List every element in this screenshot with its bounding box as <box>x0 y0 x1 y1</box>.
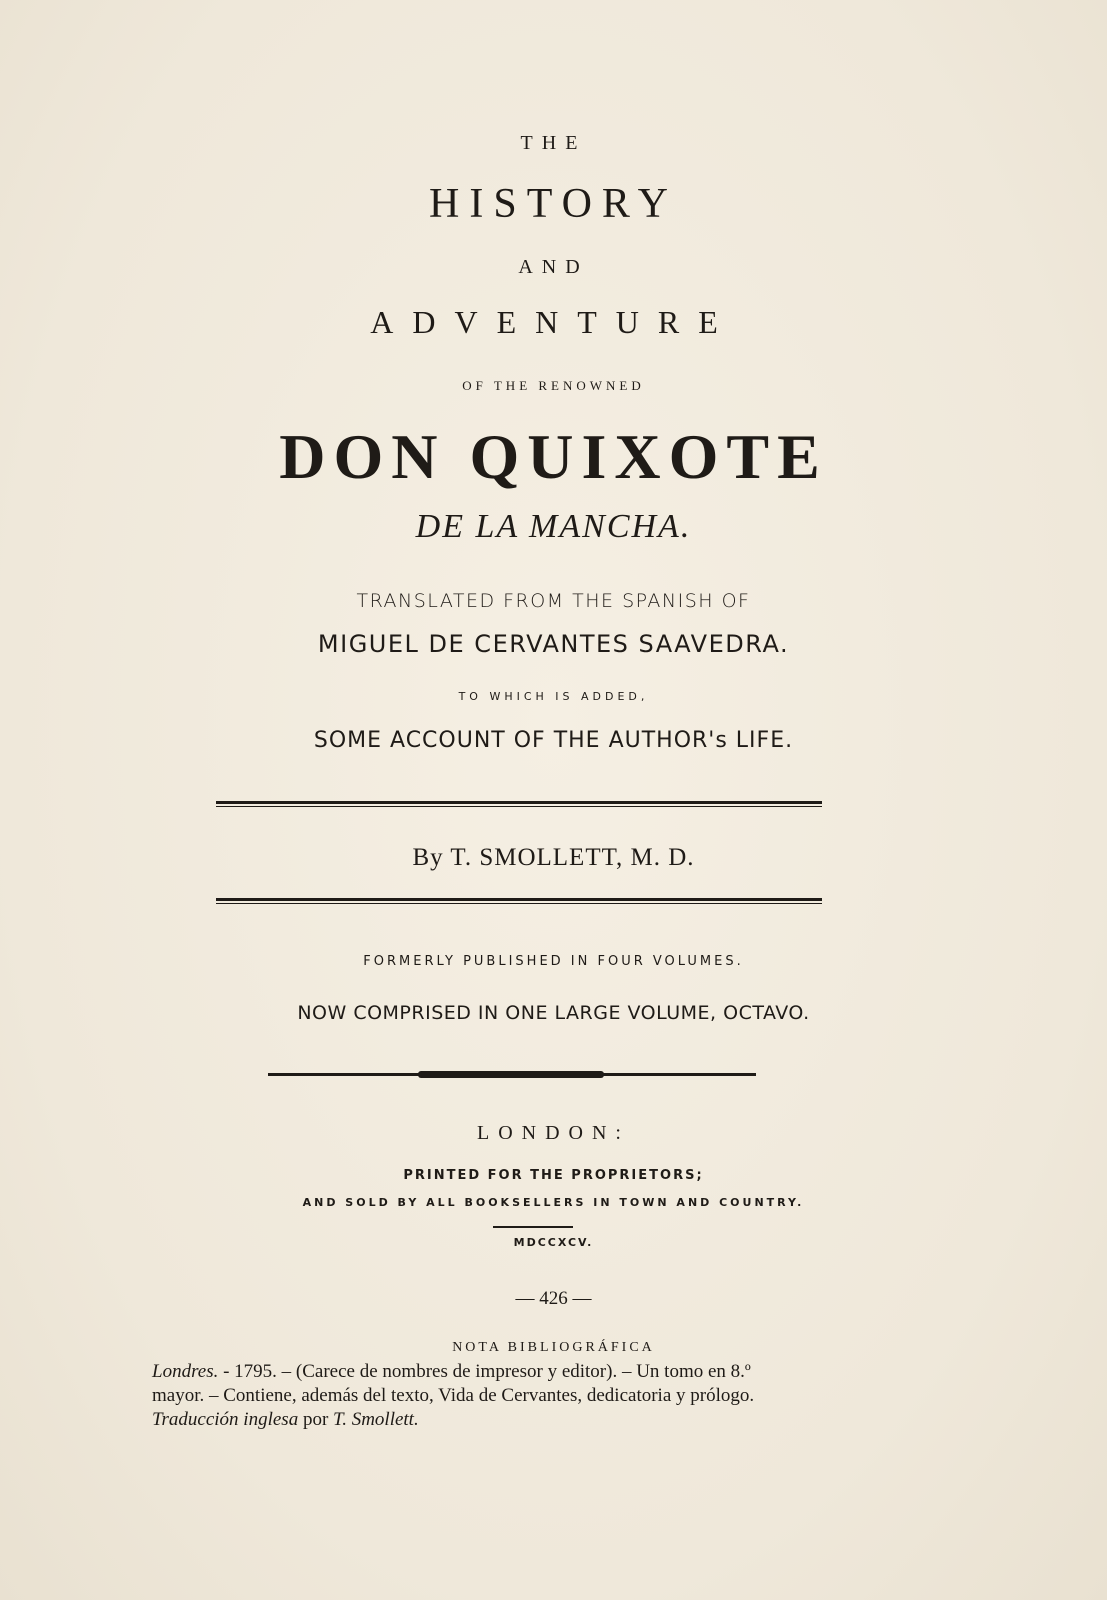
biblio-line-3 <box>152 1408 922 1432</box>
imprint-year: MDCCXCV. <box>513 1236 594 1249</box>
title-and: AND <box>518 256 589 278</box>
now-comprised-line: NOW COMPRISED IN ONE LARGE VOLUME, OCTAVO. <box>297 1002 810 1024</box>
author-name: MIGUEL DE CERVANTES SAAVEDRA. <box>317 630 790 658</box>
translated-from-line: TRANSLATED FROM THE SPANISH OF <box>356 590 751 612</box>
swelled-rule-center <box>418 1071 604 1078</box>
title-the: THE <box>520 132 587 154</box>
imprint-place: LONDON: <box>477 1122 630 1144</box>
author-life-account: SOME ACCOUNT OF THE AUTHOR's LIFE. <box>313 728 794 753</box>
biblio-translator: T. Smollett. <box>333 1409 419 1430</box>
to-which-is-added: TO WHICH IS ADDED, <box>458 690 649 703</box>
double-rule-bottom-thin <box>216 903 822 904</box>
translator-byline: By T. SMOLLETT, M. D. <box>412 844 695 871</box>
double-rule-top <box>216 801 822 804</box>
nota-heading: NOTA BIBLIOGRÁFICA <box>452 1340 655 1355</box>
double-rule-top-thin <box>216 806 822 807</box>
biblio-por: por <box>298 1409 334 1430</box>
double-rule-bottom <box>216 898 822 901</box>
biblio-line-1 <box>152 1360 922 1384</box>
imprint-sold-by: AND SOLD BY ALL BOOKSELLERS IN TOWN AND COUNTRY. <box>302 1196 805 1209</box>
short-rule <box>493 1226 573 1228</box>
title-don-quixote: DON QUIXOTE <box>279 421 828 492</box>
biblio-line-1-rest: - 1795. – (Carece de nombres de impresor y editor). – Un tomo en 8.º <box>218 1361 751 1382</box>
biblio-translation: Traducción inglesa <box>152 1409 299 1430</box>
biblio-line-2: mayor. – Contiene, además del texto, Vida de Cervantes, dedicatoria y prólogo. <box>152 1385 755 1406</box>
biblio-place: Londres. <box>152 1361 219 1382</box>
imprint-printed-for: PRINTED FOR THE PROPRIETORS; <box>403 1168 704 1183</box>
title-of-the-renowned: OF THE RENOWNED <box>462 378 645 393</box>
title-adventure: ADVENTURE <box>370 304 737 340</box>
title-history: HISTORY <box>429 181 678 227</box>
bibliographic-note <box>152 1360 922 1432</box>
formerly-published-line: FORMERLY PUBLISHED IN FOUR VOLUMES. <box>363 954 744 969</box>
page-number: — 426 — <box>515 1288 592 1309</box>
title-de-la-mancha: DE LA MANCHA. <box>415 508 692 545</box>
